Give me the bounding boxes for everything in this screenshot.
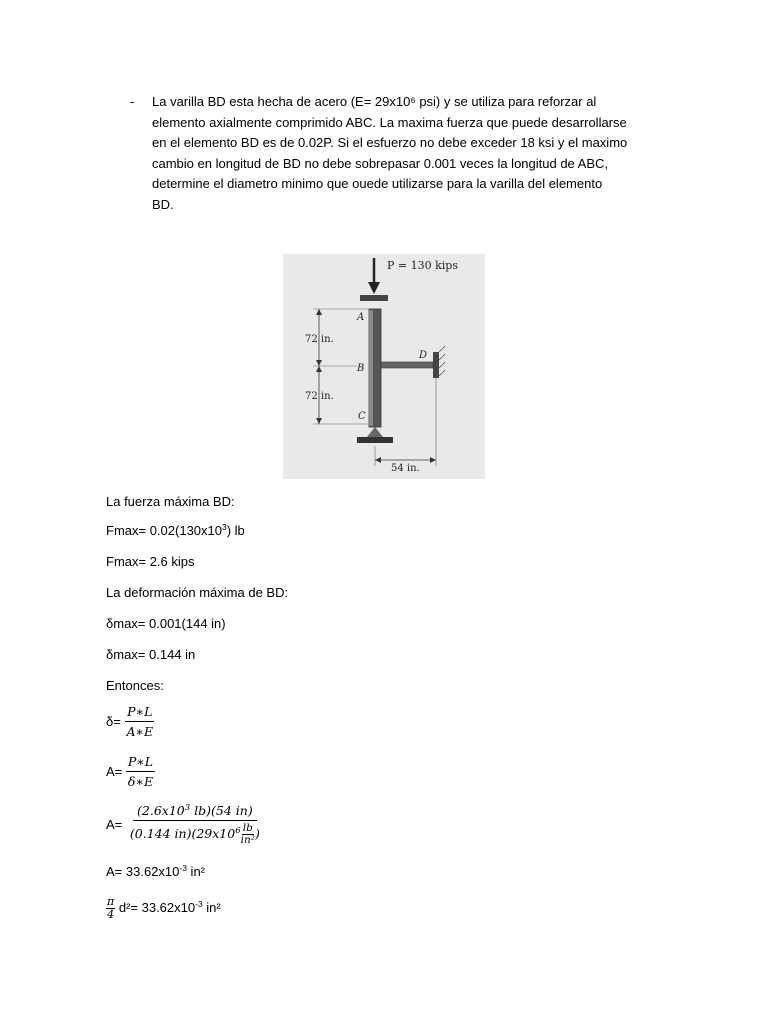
area-result-prefix: A= 33.62x10 (106, 864, 180, 879)
structure-diagram (283, 254, 485, 479)
point-d-label: D (419, 350, 428, 361)
heading-force: La fuerza máxima BD: (106, 494, 235, 509)
then-label: Entonces: (106, 678, 164, 693)
bottom-plate (357, 437, 393, 443)
point-a-label: A (357, 312, 365, 323)
bottom-support-triangle (367, 427, 383, 437)
area-fraction (126, 754, 155, 789)
problem-line: en el elemento BD es de 0.02P. Si el esfuerzo no debe exceder 18 ksi y el maximo (152, 135, 628, 151)
area-sub-numerator: ($2.6x10^3$ lb)(54 in) (133, 803, 257, 821)
load-arrow-head (368, 282, 380, 294)
problem-line: cambio en longitud de BD no debe sobrepasar 0.001 veces la longitud de ABC, (152, 155, 609, 171)
four-denominator: 4 (107, 908, 115, 921)
fmax-result: Fmax= 2.6 kips (106, 554, 195, 569)
column-highlight (369, 310, 373, 426)
problem-line: determine el diametro minimo que ouede utilizarse para la varilla del elemento (152, 176, 603, 192)
top-plate (360, 295, 388, 301)
area-sub-fraction (126, 803, 264, 846)
dim-lower-label: 72 in. (305, 391, 334, 402)
area-label: A= (106, 763, 123, 779)
area-numerator: P∗L (126, 754, 155, 772)
area-sub-denominator: (0.144 $in)(29x10^6$ $\frac{lb}{\text{in²}}$ ) (129, 822, 260, 846)
problem-line: BD. (152, 196, 174, 212)
pi-over-four (106, 896, 115, 921)
delta-denominator: A∗E (126, 724, 154, 739)
area-result-suffix: in² (186, 864, 205, 879)
units-fraction: $\frac{lb}{\text{in²}}$ (240, 822, 255, 846)
delta-numerator: P∗L (125, 704, 154, 722)
final-prefix: d²= 33.62x10 (115, 899, 196, 915)
dmax-result: δmax= 0.144 in (106, 647, 196, 662)
area-formula (106, 754, 155, 789)
final-suffix: in² (202, 899, 221, 915)
problem-line: elemento axialmente comprimido ABC. La maxima fuerza que puede desarrollarse (152, 114, 627, 130)
point-b-label: B (357, 363, 365, 374)
delta-fraction (124, 704, 155, 739)
area-result-exp: -3 (179, 863, 187, 873)
delta-formula (106, 704, 155, 739)
area-result (106, 864, 205, 880)
area-sub-label: A= (106, 816, 123, 832)
fmax-equation (106, 523, 245, 539)
area-substituted (106, 803, 264, 846)
dim-horizontal-label: 54 in. (391, 463, 420, 474)
problem-text (152, 92, 662, 216)
point-c-label: C (358, 411, 366, 422)
final-equation (106, 896, 221, 921)
dim-upper-label: 72 in. (305, 334, 334, 345)
problem-statement (130, 92, 670, 216)
bullet-dash: - (130, 94, 135, 109)
pi-symbol: π (107, 895, 115, 908)
load-label: P = 130 kips (387, 259, 458, 272)
heading-deformation: La deformación máxima de BD: (106, 585, 289, 600)
structure-figure (283, 254, 485, 479)
area-denominator: δ∗E (127, 774, 154, 789)
fmax-eq-prefix: Fmax= 0.02(130x10 (106, 523, 222, 538)
fmax-eq-exp: 3 (221, 522, 227, 532)
fmax-eq-suffix: ) lb (226, 523, 245, 538)
dmax-equation: δmax= 0.001(144 in) (106, 616, 226, 631)
final-exp: -3 (195, 898, 203, 909)
wall-d (433, 352, 439, 378)
problem-line: La varilla BD esta hecha de acero (E= 29x10⁶ psi) y se utiliza para reforzar al (152, 94, 597, 109)
delta-label: δ= (106, 713, 121, 729)
rod-bd (381, 362, 433, 368)
